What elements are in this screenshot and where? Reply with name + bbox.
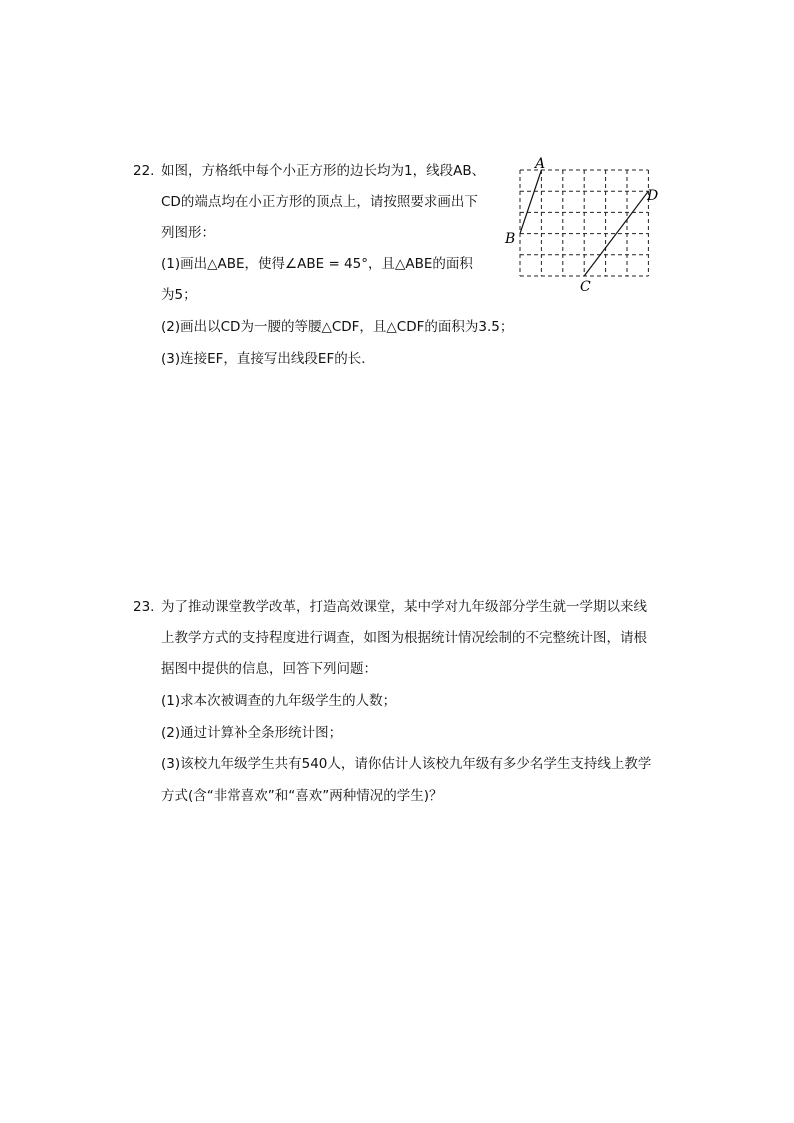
dashed-grid [520,170,648,276]
q23-line-7: 方式(含“非常喜欢”和“喜欢”两种情况的学生)？ [161,788,443,804]
point-label-b: B [505,231,516,247]
q22-line-7: (3)连接EF，直接写出线段EF的长． [161,351,375,367]
q23-line-1: 为了推动课堂教学改革，打造高效课堂，某中学对九年级部分学生就一学期以来线 [161,599,647,615]
q22-line-5: 为5； [161,287,197,303]
point-label-a: A [535,156,546,172]
q22-line-3: 列图形： [161,225,215,241]
q23-line-4: (1)求本次被调查的九年级学生的人数； [161,693,397,709]
segment-ab [520,170,541,234]
grid-figure [498,150,668,295]
q22-line-6: (2)画出以CD为一腰的等腰△CDF，且△CDF的面积为3.5； [161,319,514,335]
point-label-d: D [647,188,659,204]
question-number: 23. [133,599,155,615]
q23-line-5: (2)通过计算补全条形统计图； [161,725,343,741]
q22-line-4: (1)画出△ABE，使得∠ABE = 45°，且△ABE的面积 [161,256,473,272]
q23-line-6: (3)该校九年级学生共有540人，请你估计人该校九年级有多少名学生支持线上教学 [161,756,652,772]
q22-line-1: 如图，方格纸中每个小正方形的边长均为1，线段AB、 [161,163,486,179]
question-number: 22. [133,163,155,179]
q22-line-2: CD的端点均在小正方形的顶点上，请按照要求画出下 [161,194,478,210]
q23-line-2: 上教学方式的支持程度进行调查，如图为根据统计情况绘制的不完整统计图，请根 [161,630,647,646]
q23-line-3: 据图中提供的信息，回答下列问题： [161,661,377,677]
point-label-c: C [580,279,591,295]
